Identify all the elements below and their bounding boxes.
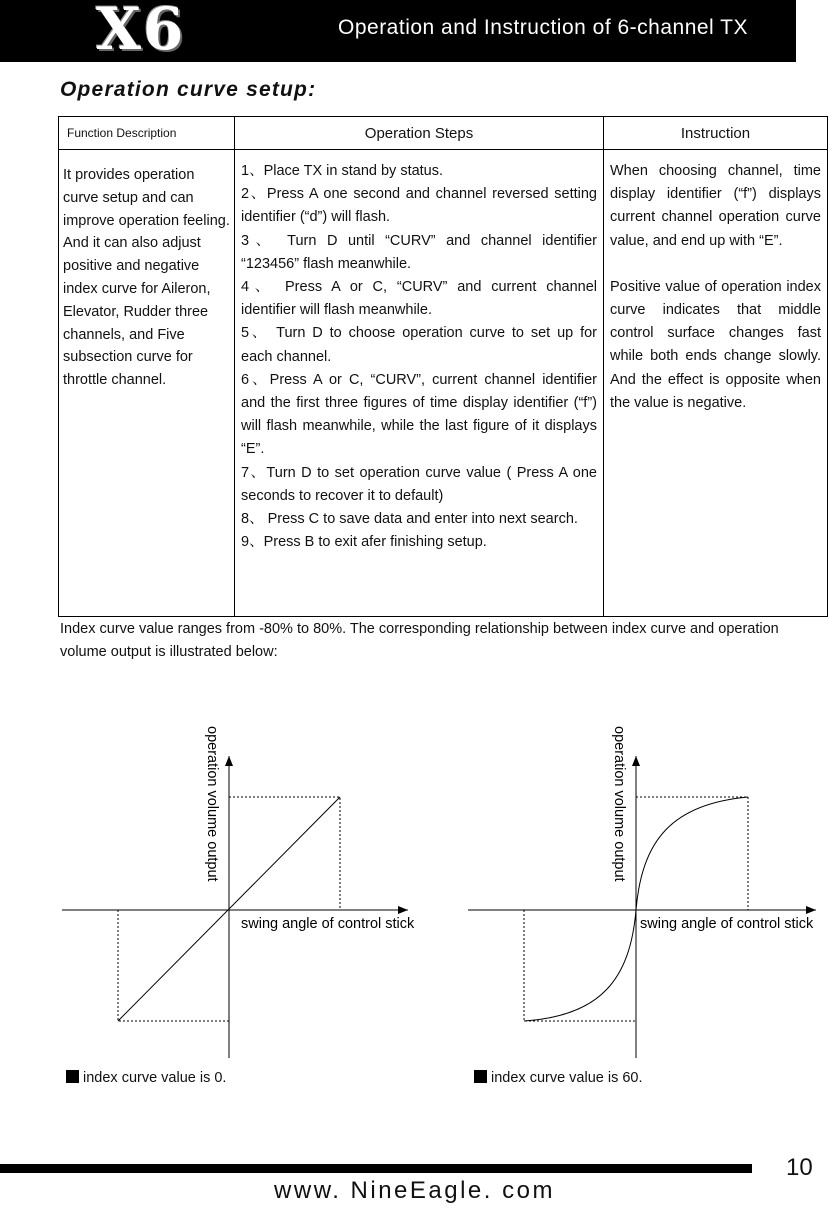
step-item: 7、Turn D to set operation curve value ( Press A one seconds to recover it to default)	[241, 464, 597, 504]
page-number: 10	[786, 1154, 813, 1181]
table-body-row	[59, 150, 828, 617]
footer-bar	[0, 1164, 752, 1173]
y-axis-arrow-icon	[632, 756, 640, 766]
footer-url: www. NineEagle. com	[274, 1177, 555, 1204]
instruction-paragraph: When choosing channel, time display identifier (“f”) displays current channel operation curve value, and end up with “E”.	[610, 163, 821, 249]
header-instruction: Instruction	[604, 117, 828, 150]
step-item: 9、Press B to exit afer finishing setup.	[241, 534, 487, 551]
linear-curve-graph	[0, 700, 440, 1100]
instruction-cell	[604, 150, 828, 617]
y-axis-arrow-icon	[225, 756, 233, 766]
step-item: 1、Place TX in stand by status.	[241, 163, 444, 179]
table-header-row	[59, 117, 828, 150]
step-item: 8、 Press C to save data and enter into next search.	[241, 511, 578, 528]
y-axis-label: operation volume output	[204, 726, 220, 882]
section-title: Operation curve setup:	[60, 78, 317, 101]
legend-index-0	[66, 1070, 226, 1086]
header-bar	[0, 0, 796, 62]
index-range-paragraph: Index curve value ranges from -80% to 80%. The corresponding relationship between index curve and operation volume output is illustrated below:	[60, 621, 779, 660]
function-description-cell: It provides operation curve setup and can improve operation feeling. And it can also adjust positive and negative index curve for Aileron, Elevator, Rudder three channels, and Five subsection curve for throttle channel.	[59, 150, 235, 617]
operation-table	[58, 116, 828, 617]
step-item: 4、 Press A or C, “CURV” and current channel identifier will flash meanwhile.	[241, 279, 597, 319]
step-item: 2、Press A one second and channel reversed setting identifier (“d”) will flash.	[241, 186, 597, 226]
exponential-curve-graph	[408, 700, 829, 1100]
x6-logo: X6	[96, 0, 186, 63]
legend-square-icon	[66, 1070, 79, 1083]
y-axis-label: operation volume output	[611, 726, 627, 882]
header-title: Operation and Instruction of 6-channel TX	[338, 16, 749, 39]
x-axis-arrow-icon	[806, 906, 816, 914]
x-axis-arrow-icon	[398, 906, 408, 914]
legend-square-icon	[474, 1070, 487, 1083]
step-item: 5、 Turn D to choose operation curve to set up for each channel.	[241, 325, 597, 365]
step-item: 3、 Turn D until “CURV” and channel identifier “123456” flash meanwhile.	[241, 232, 597, 272]
x-axis-label: swing angle of control stick	[640, 916, 814, 932]
legend-label: index curve value is 60.	[491, 1070, 643, 1086]
upper-dotted-box	[636, 797, 748, 910]
x-axis-label: swing angle of control stick	[241, 916, 415, 932]
step-item: 6、Press A or C, “CURV”, current channel identifier and the first three figures of time display identifier (“f”) will flash meanwhile, while the last figure of it displays “E”.	[241, 371, 597, 458]
instruction-paragraph: Positive value of operation index curve indicates that middle control surface changes fast while both ends change slowly. And the effect is opposite when the value is negative.	[610, 278, 821, 411]
legend-index-60	[474, 1070, 643, 1086]
legend-label: index curve value is 0.	[83, 1070, 227, 1086]
lower-dotted-box	[524, 910, 636, 1021]
operation-steps-cell	[235, 150, 604, 617]
header-function-description: Function Description	[59, 117, 235, 150]
header-operation-steps: Operation Steps	[235, 117, 604, 150]
